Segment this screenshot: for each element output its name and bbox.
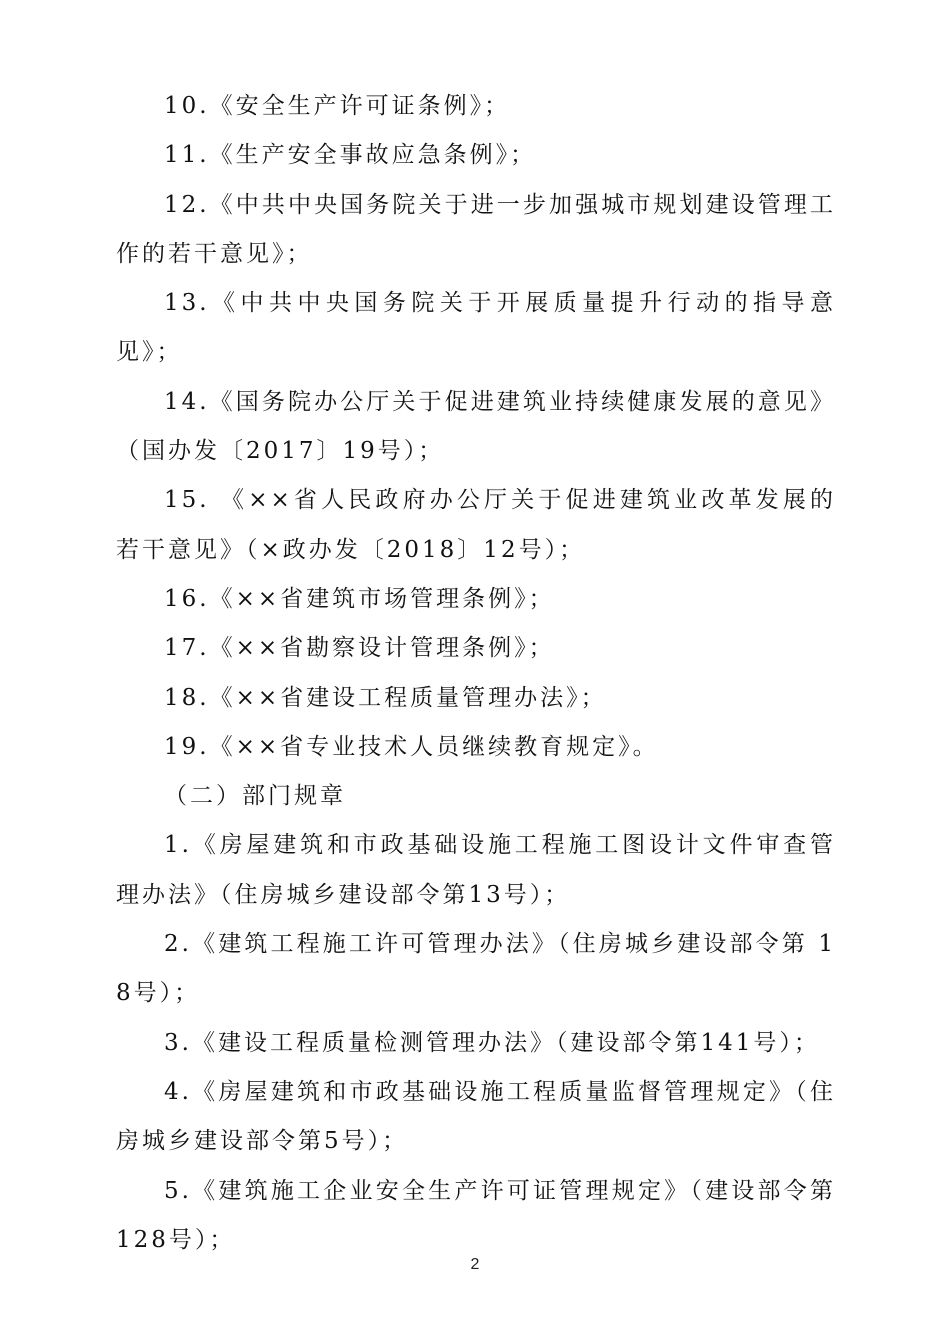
rule-item-4: 4.《房屋建筑和市政基础设施工程质量监督管理规定》（住房城乡建设部令第5号）； [116, 1078, 836, 1155]
rule-item-5: 5.《建筑施工企业安全生产许可证管理规定》（建设部令第128号）； [116, 1177, 836, 1253]
rule-item-1: 1.《房屋建筑和市政基础设施工程施工图设计文件审查管理办法》（住房城乡建设部令第13号）； [116, 832, 836, 908]
rule-item-3: 3.《建设工程质量检测管理办法》（建设部令第141号）； [164, 1029, 820, 1056]
regulation-item-11: 11.《生产安全事故应急条例》； [164, 142, 537, 169]
rule-item-2: 2.《建筑工程施工许可管理办法》（住房城乡建设部令第 18号）； [116, 931, 836, 1007]
regulation-item-19: 19.《××省专业技术人员继续教育规定》。 [164, 733, 659, 760]
regulation-item-12: 12.《中共中央国务院关于进一步加强城市规划建设管理工作的若干意见》； [116, 191, 836, 267]
document-body [116, 82, 836, 1265]
regulation-item-18: 18.《××省建设工程质量管理办法》； [164, 684, 607, 711]
regulation-item-16: 16.《××省建筑市场管理条例》； [164, 585, 555, 612]
section-heading-department-rules: （二）部门规章 [164, 783, 346, 810]
page-number: 2 [470, 1256, 480, 1273]
regulation-item-15: 15. 《××省人民政府办公厅关于促进建筑业改革发展的若干意见》（×政办发〔2018〕12号）； [116, 487, 836, 563]
regulation-item-17: 17.《××省勘察设计管理条例》； [164, 635, 555, 662]
regulation-item-13: 13.《中共中央国务院关于开展质量提升行动的指导意见》； [116, 290, 836, 366]
regulation-item-10: 10.《安全生产许可证条例》； [164, 93, 511, 119]
regulation-item-14: 14.《国务院办公厅关于促进建筑业持续健康发展的意见》（国办发〔2017〕19号）； [116, 388, 836, 465]
